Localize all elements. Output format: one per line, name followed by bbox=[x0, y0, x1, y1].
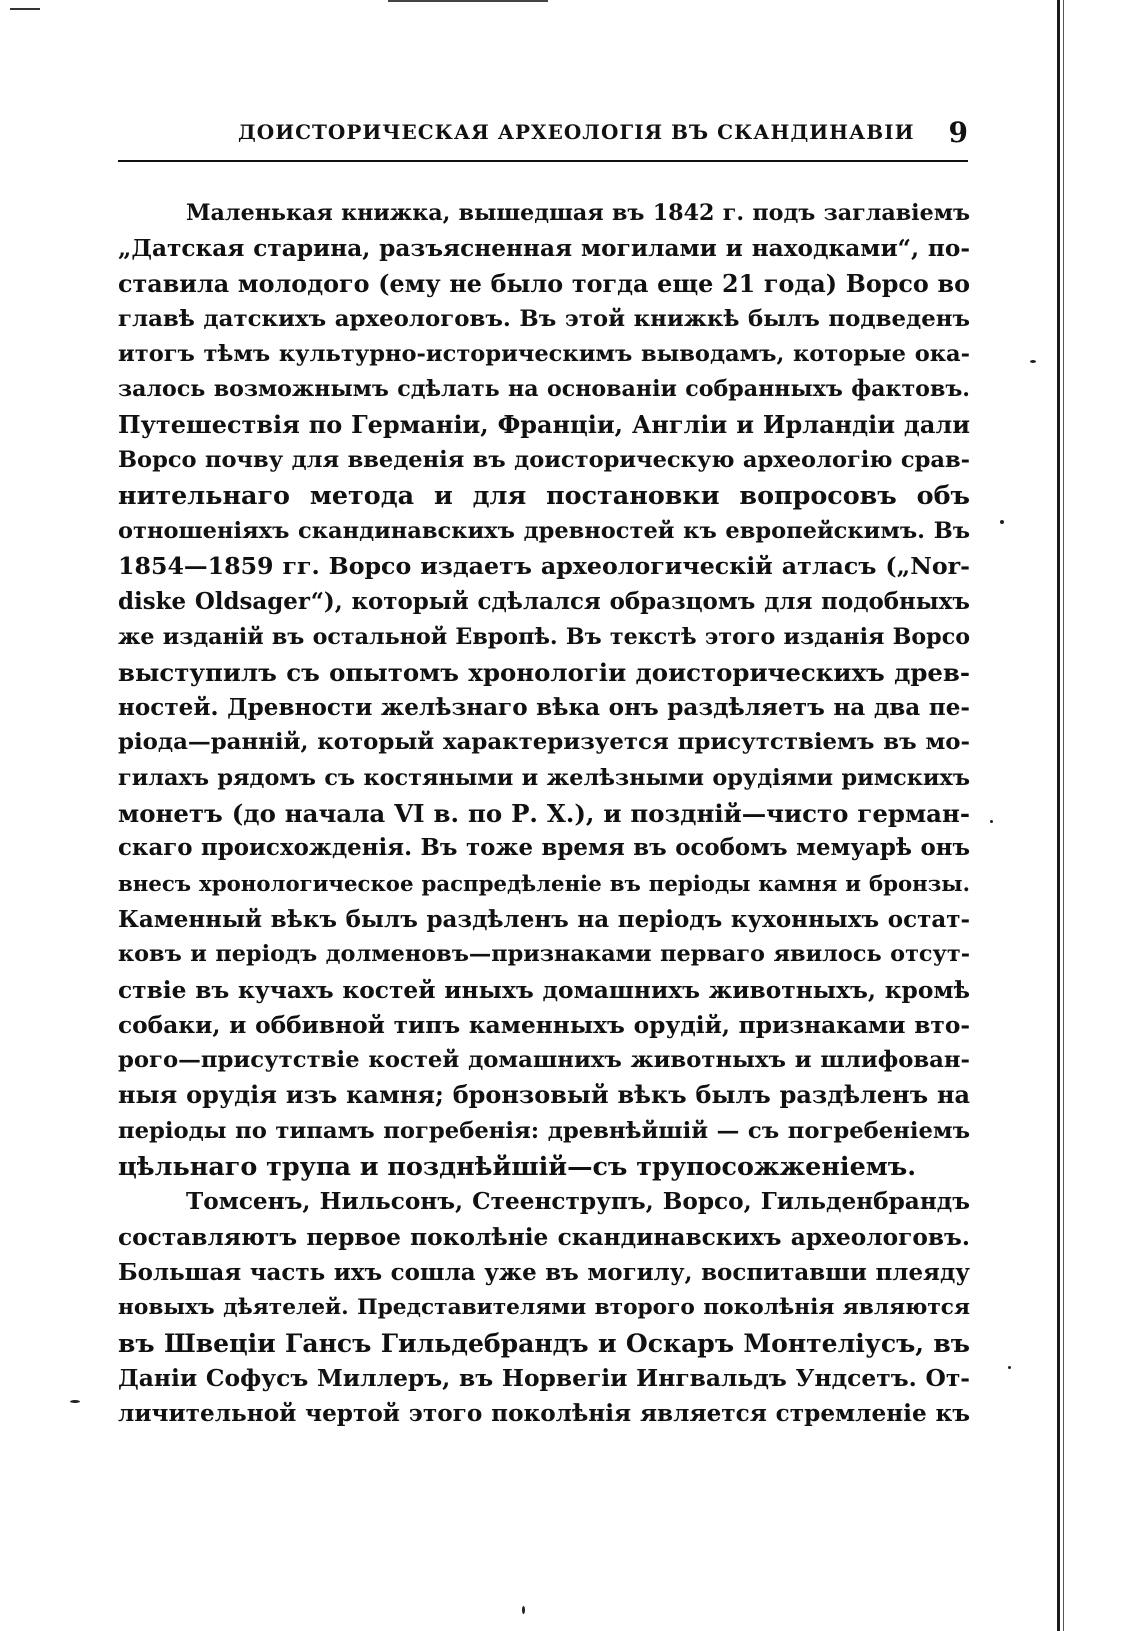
scan-artifact-dash bbox=[10, 8, 40, 10]
text-line: составляютъ первое поколѣніе скандинавскихъ археологовъ. bbox=[118, 1223, 970, 1251]
scan-speck bbox=[1030, 360, 1036, 363]
scan-speck bbox=[1008, 1366, 1011, 1369]
text-line: Каменный вѣкъ былъ раздѣленъ на періодъ кухонныхъ остат- bbox=[118, 905, 970, 933]
text-line: ствіе въ кучахъ костей иныхъ домашнихъ животныхъ, кромѣ bbox=[118, 976, 970, 1004]
scan-speck bbox=[70, 1400, 80, 1403]
text-line: новыхъ дѣятелей. Представителями второго поколѣнія являются bbox=[118, 1295, 970, 1321]
text-line: отношеніяхъ скандинавскихъ древностей къ европейскимъ. Въ bbox=[118, 517, 970, 544]
text-line: 1854—1859 гг. Ворсо издаетъ археологическій атласъ („Nor- bbox=[118, 551, 970, 580]
text-line: цѣльнаго трупа и позднѣйшій—съ трупосожженіемъ. bbox=[118, 1151, 917, 1182]
text-line: въ Швеціи Гансъ Гильдебрандъ и Оскаръ Монтеліусъ, въ bbox=[118, 1327, 970, 1358]
page-number: 9 bbox=[948, 116, 968, 149]
text-line: ставила молодого (ему не было тогда еще 21 года) Ворсо во bbox=[118, 269, 970, 298]
text-line: гилахъ рядомъ съ костяными и желѣзными орудіями римскихъ bbox=[118, 764, 970, 791]
text-line: Большая часть ихъ сошла уже въ могилу, воспитавши плеяду bbox=[118, 1258, 970, 1286]
running-header bbox=[118, 118, 970, 154]
text-line: личительной чертой этого поколѣнія является стремленіе къ bbox=[118, 1400, 970, 1428]
text-line: рого—присутствіе костей домашнихъ животныхъ и шлифован- bbox=[118, 1047, 970, 1074]
text-line: же изданій въ остальной Европѣ. Въ текстѣ этого изданія Ворсо bbox=[118, 623, 970, 650]
text-line: собаки, и оббивной типъ каменныхъ орудій, признаками вто- bbox=[118, 1011, 970, 1039]
text-line: „Датская старина, разъясненная могилами и находками“, по- bbox=[118, 235, 970, 263]
text-line: Маленькая книжка, вышедшая въ 1842 г. подъ заглавіемъ bbox=[186, 200, 970, 226]
text-line: ностей. Древности желѣзнаго вѣка онъ раздѣляетъ на два пе- bbox=[118, 694, 970, 722]
scan-artifact-top-rule bbox=[388, 0, 548, 2]
scan-artifact-edge-line bbox=[1057, 0, 1060, 1631]
text-line: итогъ тѣмъ культурно-историческимъ выводамъ, которые ока- bbox=[118, 341, 970, 368]
text-line: Путешествія по Германіи, Франціи, Англіи и Ирландіи дали bbox=[118, 410, 970, 439]
text-line: нительнаго метода и для постановки вопросовъ объ bbox=[118, 480, 970, 511]
running-title: ДОИСТОРИЧЕСКАЯ АРХЕОЛОГІЯ ВЪ СКАНДИНАВІИ bbox=[238, 120, 915, 144]
text-line: монетъ (до начала VI в. по Р. X.), и поздній—чисто герман- bbox=[118, 799, 970, 829]
paragraph bbox=[118, 1184, 970, 1431]
scan-artifact-edge-line-thin bbox=[1063, 0, 1064, 1631]
scan-speck bbox=[1000, 520, 1004, 524]
header-rule bbox=[118, 160, 968, 162]
text-line: Томсенъ, Нильсонъ, Стеенструпъ, Ворсо, Гильденбрандъ bbox=[186, 1188, 970, 1216]
scan-speck bbox=[990, 820, 993, 823]
text-line: внесъ хронологическое распредѣленіе въ періоды камня и бронзы. bbox=[118, 871, 970, 897]
text-line: главѣ датскихъ археологовъ. Въ этой книжкѣ былъ подведенъ bbox=[118, 305, 970, 332]
text-line: diske Oldsager“), который сдѣлался образцомъ для подобныхъ bbox=[118, 588, 970, 616]
paragraph bbox=[118, 196, 970, 1184]
text-line: періоды по типамъ погребенія: древнѣйшій — съ погребеніемъ bbox=[118, 1117, 970, 1144]
text-line: Даніи Софусъ Миллеръ, въ Норвегіи Ингвальдъ Ундсетъ. От- bbox=[118, 1363, 970, 1392]
body-text bbox=[118, 196, 970, 1431]
scan-speck bbox=[522, 1606, 525, 1614]
text-line: залось возможнымъ сдѣлать на основаніи собранныхъ фактовъ. bbox=[118, 376, 970, 403]
text-line: ныя орудія изъ камня; бронзовый вѣкъ былъ раздѣленъ на bbox=[118, 1081, 970, 1110]
text-line: ковъ и періодъ долменовъ—признаками перваго явилось отсут- bbox=[118, 941, 970, 968]
text-line: выступилъ съ опытомъ хронологіи доисторическихъ древ- bbox=[118, 657, 970, 687]
text-line: скаго происхожденія. Въ тоже время въ особомъ мемуарѣ онъ bbox=[118, 835, 970, 862]
text-line: ріода—ранній, который характеризуется присутствіемъ въ мо- bbox=[118, 729, 970, 756]
text-line: Ворсо почву для введенія въ доисторическую археологію срав- bbox=[118, 447, 970, 474]
